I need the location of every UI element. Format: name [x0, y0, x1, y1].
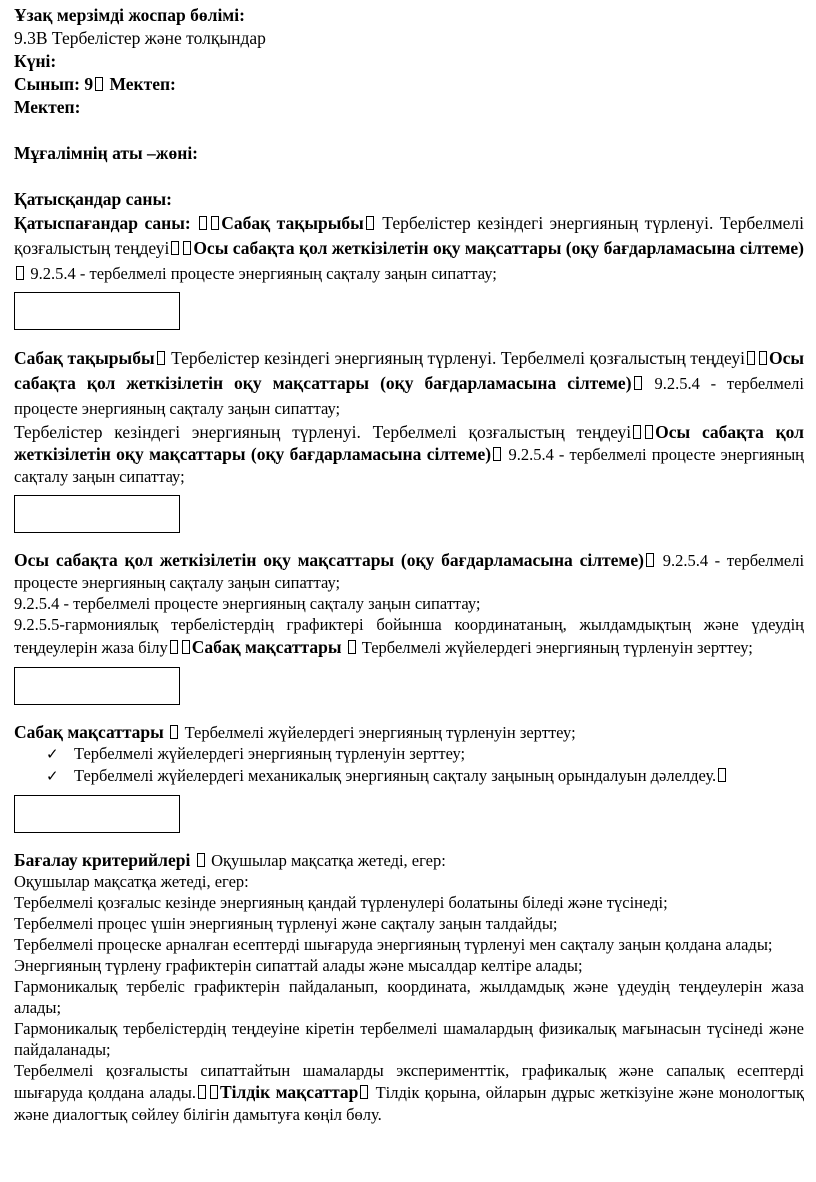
- missing-glyph-icon: [493, 447, 501, 461]
- criteria-intro-line: Оқушылар мақсатқа жетеді, егер:: [14, 872, 249, 891]
- checkmark-icon: ✓: [46, 767, 59, 785]
- list-item: ✓ Тербелмелі жүйелердегі механикалық энергияның сақталу заңының орындалуын дәлелдеу.: [46, 765, 804, 787]
- missing-glyph-icon: [171, 241, 179, 255]
- missing-glyph-icon: [16, 266, 24, 280]
- missing-glyph-icon: [348, 640, 356, 654]
- objectives-label: Осы сабақта қол жеткізілетін оқу мақсаттары (оқу бағдарламасына сілтеме): [193, 238, 805, 258]
- goal-value: Тербелмелі жүйелердегі энергияның түрленуін зерттеу;: [361, 638, 753, 657]
- missing-glyph-icon: [95, 77, 103, 91]
- goal-value: Тербелмелі жүйелердегі энергияның түрленуін зерттеу;: [184, 723, 576, 742]
- objectives-label: Осы сабақта қол жеткізілетін оқу мақсаттары (оқу бағдарламасына сілтеме): [14, 422, 804, 464]
- class-school-line: [14, 73, 804, 96]
- objective-text: 9.2.5.4 - тербелмелі процесте энергияның сақталу заңын сипаттау;: [30, 264, 497, 283]
- list-item: Тербелмелі процеске арналған есептерді шығаруда энергияның түрленуі мен сақталу заңын қолдана алады;: [14, 935, 773, 954]
- checkmark-icon: ✓: [46, 745, 59, 763]
- objectives-label: Осы сабақта қол жеткізілетін оқу мақсаттары (оқу бағдарламасына сілтеме): [14, 348, 804, 393]
- goals-label: Сабақ мақсаттары: [14, 722, 164, 742]
- list-item: ✓ Тербелмелі жүйелердегі энергияның түрленуін зерттеу;: [46, 744, 466, 763]
- date-label: Күні:: [14, 51, 57, 71]
- missing-glyph-icon: [366, 216, 374, 230]
- missing-glyph-icon: [157, 351, 165, 365]
- missing-glyph-icon: [759, 351, 767, 365]
- goals-list: [14, 743, 804, 787]
- absent-label: Қатыспағандар саны:: [14, 213, 191, 233]
- topic-paragraph-2: [14, 421, 804, 487]
- objective-line: 9.2.5.4 - тербелмелі процесте энергияның сақталу заңын сипаттау;: [14, 594, 481, 613]
- objective-rest: тербелмелі процесте энергияның сақталу заңын сипаттау;: [14, 551, 805, 592]
- missing-glyph-icon: [646, 553, 654, 567]
- goals-label: Сабақ мақсаттары: [191, 637, 342, 657]
- list-item: Тербелмелі қозғалысты сипаттайтын шамаларды эксперименттік, графикалық және сапалық есептерді шығаруда қолдана алады. Тілдік мақсаттар Тілдік қорына, ойларын дұрыс жеткізуіне және монологтық және диалогтық сөйлеу білігін дамытуға көңіл бөлу.: [14, 1061, 805, 1124]
- topic-label: Сабақ тақырыбы: [221, 213, 364, 233]
- criteria-paragraph: [14, 849, 804, 871]
- criteria-label: Бағалау критерийлері: [14, 850, 191, 870]
- blank-box: [14, 667, 180, 705]
- list-item: Энергияның түрлену графиктерін сипаттай алады және мысалдар келтіре алады;: [14, 956, 583, 975]
- criteria-list: [14, 892, 804, 1125]
- missing-glyph-icon: [183, 241, 191, 255]
- blank-box: [14, 495, 180, 533]
- objectives-paragraph: [14, 549, 804, 593]
- language-value: Тілдік қорына, ойларын дұрыс жеткізуіне және монологтық және диалогтық сөйлеу білігін дамытуға көңіл бөлу.: [14, 1083, 805, 1124]
- topic-value: Тербелістер кезіндегі энергияның түрленуі. Тербелмелі қозғалыстың теңдеуі: [14, 213, 805, 258]
- topic-value: Тербелістер кезіндегі энергияның түрленуі. Тербелмелі қозғалыстың теңдеуі: [14, 422, 632, 442]
- plan-value: 9.3В Тербелістер және толқындар: [14, 28, 266, 48]
- blank-box: [14, 795, 180, 833]
- blank-box: [14, 292, 180, 330]
- topic-value: Тербелістер кезіндегі энергияның түрленуі. Тербелмелі қозғалыстың теңдеуі: [171, 348, 745, 368]
- topic-paragraph: [14, 346, 804, 421]
- school-label: Мектеп:: [14, 97, 81, 117]
- absent-topic-paragraph: [14, 211, 804, 286]
- list-item: Гармоникалық тербеліс графиктерін пайдаланып, координата, жылдамдық және үдеудің теңдеулерін жаза алады;: [14, 977, 804, 1017]
- objective-code: 9.2.5.4 -: [662, 551, 721, 570]
- list-item: Тербелмелі қозғалыс кезінде энергияның қандай түрленулері болатыны біледі және түсінеді;: [14, 893, 668, 912]
- missing-glyph-icon: [634, 376, 642, 390]
- missing-glyph-icon: [170, 640, 178, 654]
- missing-glyph-icon: [747, 351, 755, 365]
- objectives-label: Осы сабақта қол жеткізілетін оқу мақсаттары (оқу бағдарламасына сілтеме): [14, 550, 644, 570]
- missing-glyph-icon: [199, 216, 207, 230]
- missing-glyph-icon: [170, 725, 178, 739]
- missing-glyph-icon: [197, 853, 205, 867]
- objective-text: 9.2.5.4 - тербелмелі процесте энергияның сақталу заңын сипаттау;: [14, 445, 804, 486]
- present-label: Қатысқандар саны:: [14, 189, 172, 209]
- missing-glyph-icon: [360, 1085, 368, 1099]
- plan-label: Ұзақ мерзімді жоспар бөлімі:: [14, 5, 245, 25]
- missing-glyph-icon: [182, 640, 190, 654]
- criteria-intro: Оқушылар мақсатқа жетеді, егер:: [211, 851, 446, 870]
- missing-glyph-icon: [210, 1085, 218, 1099]
- teacher-label: Мұғалімнің аты –жөні:: [14, 143, 199, 163]
- list-item: Гармоникалық тербелістердің теңдеуіне кіретін тербелмелі шамалардың физикалық мағынасын түсінеді және пайдаланады;: [14, 1019, 804, 1059]
- missing-glyph-icon: [211, 216, 219, 230]
- topic-label: Сабақ тақырыбы: [14, 348, 155, 368]
- missing-glyph-icon: [633, 425, 641, 439]
- missing-glyph-icon: [718, 768, 726, 782]
- list-item: Тербелмелі процес үшін энергияның түрленуі және сақталу заңын талдайды;: [14, 914, 558, 933]
- goals-paragraph: [14, 721, 804, 743]
- lesson-plan-page: [14, 4, 804, 1125]
- objective-text: 9.2.5.4 - тербелмелі процесте энергияның сақталу заңын сипаттау;: [14, 374, 804, 418]
- objective-2-paragraph: [14, 614, 804, 659]
- objective-2-text: 9.2.5.5-гармониялық тербелістердің графиктері бойынша координатаның, жылдамдықтың және үдеудің теңдеулерін жаза білу: [14, 615, 804, 657]
- class-label: Сынып: 9: [14, 74, 94, 94]
- missing-glyph-icon: [645, 425, 653, 439]
- missing-glyph-icon: [198, 1085, 206, 1099]
- language-label: Тілдік мақсаттар: [220, 1082, 359, 1102]
- school-inline-label: Мектеп:: [109, 74, 176, 94]
